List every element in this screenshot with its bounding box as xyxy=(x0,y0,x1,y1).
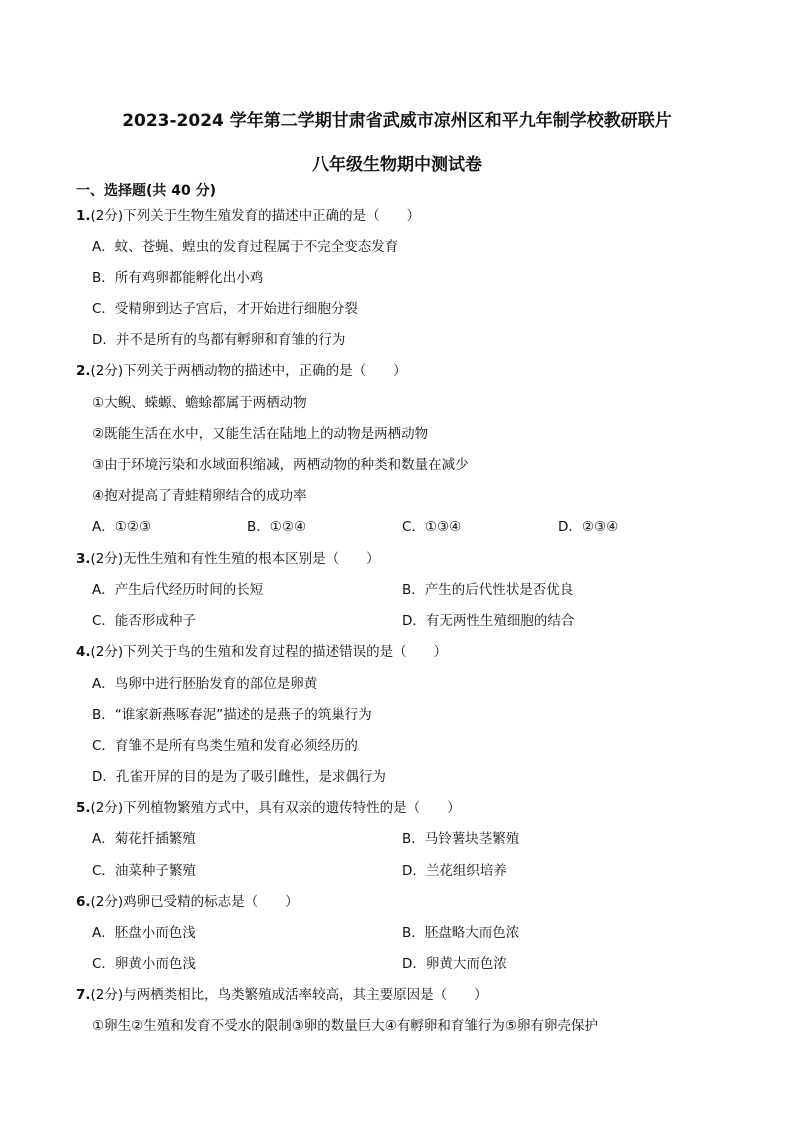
question-number: 3. xyxy=(76,551,91,567)
question-3-option-d: D．有无两性生殖细胞的结合 xyxy=(402,613,575,629)
question-3-option-b: B．产生的后代性状是否优良 xyxy=(402,582,574,598)
question-number: 2. xyxy=(76,363,91,379)
question-5-option-a: A．菊花扦插繁殖 xyxy=(92,831,196,847)
question-5-option-d: D．兰花组织培养 xyxy=(402,863,507,879)
question-6-option-d: D．卵黄大而色浓 xyxy=(402,956,507,972)
question-text: (2分)下列关于生物生殖发育的描述中正确的是（ ） xyxy=(90,208,421,224)
question-7-stem xyxy=(76,986,488,1004)
question-1-option-d: D．并不是所有的鸟都有孵卵和育雏的行为 xyxy=(92,332,346,348)
question-number: 5. xyxy=(76,800,91,816)
question-6-stem xyxy=(76,893,299,911)
question-3-option-a: A．产生后代经历时间的长短 xyxy=(92,582,264,598)
question-3-option-c: C．能否形成种子 xyxy=(92,613,196,629)
question-6-option-a: A．胚盘小而色浅 xyxy=(92,925,196,941)
question-text: (2分)下列关于鸟的生殖和发育过程的描述错误的是（ ） xyxy=(90,644,448,660)
question-5-option-c: C．油菜种子繁殖 xyxy=(92,863,196,879)
question-6-option-b: B．胚盘略大而色浓 xyxy=(402,925,520,941)
question-text: (2分)无性生殖和有性生殖的根本区别是（ ） xyxy=(90,551,380,567)
question-5-option-b: B．马铃薯块茎繁殖 xyxy=(402,831,520,847)
question-4-option-c: C．育雏不是所有鸟类生殖和发育必须经历的 xyxy=(92,738,358,754)
question-2-statement-1: ①大鲵、蝾螈、蟾蜍都属于两栖动物 xyxy=(92,395,307,411)
question-number: 7. xyxy=(76,987,91,1003)
question-2-statement-3: ③由于环境污染和水域面积缩减，两栖动物的种类和数量在减少 xyxy=(92,457,469,473)
question-text: (2分)下列植物繁殖方式中，具有双亲的遗传特性的是（ ） xyxy=(90,800,461,816)
question-3-stem xyxy=(76,550,380,568)
question-6-option-c: C．卵黄小而色浅 xyxy=(92,956,196,972)
question-number: 4. xyxy=(76,644,91,660)
question-2-option-a: A．①②③ xyxy=(92,519,152,535)
section-heading: 一、选择题(共 40 分) xyxy=(76,183,217,199)
question-1-option-a: A．蚊、苍蝇、蝗虫的发育过程属于不完全变态发育 xyxy=(92,239,399,255)
question-4-option-d: D．孔雀开屏的目的是为了吸引雌性，是求偶行为 xyxy=(92,769,386,785)
question-text: (2分)鸡卵已受精的标志是（ ） xyxy=(90,894,299,910)
question-7-statements: ①卵生②生殖和发育不受水的限制③卵的数量巨大④有孵卵和育雏行为⑤卵有卵壳保护 xyxy=(92,1018,599,1034)
question-2-statement-2: ②既能生活在水中，又能生活在陆地上的动物是两栖动物 xyxy=(92,426,429,442)
question-2-option-d: D．②③④ xyxy=(558,519,619,535)
question-1-option-b: B．所有鸡卵都能孵化出小鸡 xyxy=(92,270,264,286)
question-4-option-b: B．“谁家新燕啄春泥”描述的是燕子的筑巢行为 xyxy=(92,707,372,723)
question-5-stem xyxy=(76,799,461,817)
question-text: (2分)下列关于两栖动物的描述中，正确的是（ ） xyxy=(90,363,407,379)
question-4-option-a: A．鸟卵中进行胚胎发育的部位是卵黄 xyxy=(92,676,318,692)
exam-title-line1: 2023-2024 学年第二学期甘肃省武威市凉州区和平九年制学校教研联片 xyxy=(122,111,672,131)
question-2-statement-4: ④抱对提高了青蛙精卵结合的成功率 xyxy=(92,488,307,504)
question-text: (2分)与两栖类相比，鸟类繁殖成活率较高，其主要原因是（ ） xyxy=(90,987,488,1003)
question-number: 6. xyxy=(76,894,91,910)
question-4-stem xyxy=(76,643,447,661)
question-2-option-b: B．①②④ xyxy=(247,519,307,535)
question-1-option-c: C．受精卵到达子宫后，才开始进行细胞分裂 xyxy=(92,301,358,317)
question-number: 1. xyxy=(76,208,91,224)
question-2-stem xyxy=(76,362,407,380)
question-2-option-c: C．①③④ xyxy=(402,519,462,535)
exam-title-line2: 八年级生物期中测试卷 xyxy=(312,155,482,175)
question-1-stem xyxy=(76,207,420,225)
